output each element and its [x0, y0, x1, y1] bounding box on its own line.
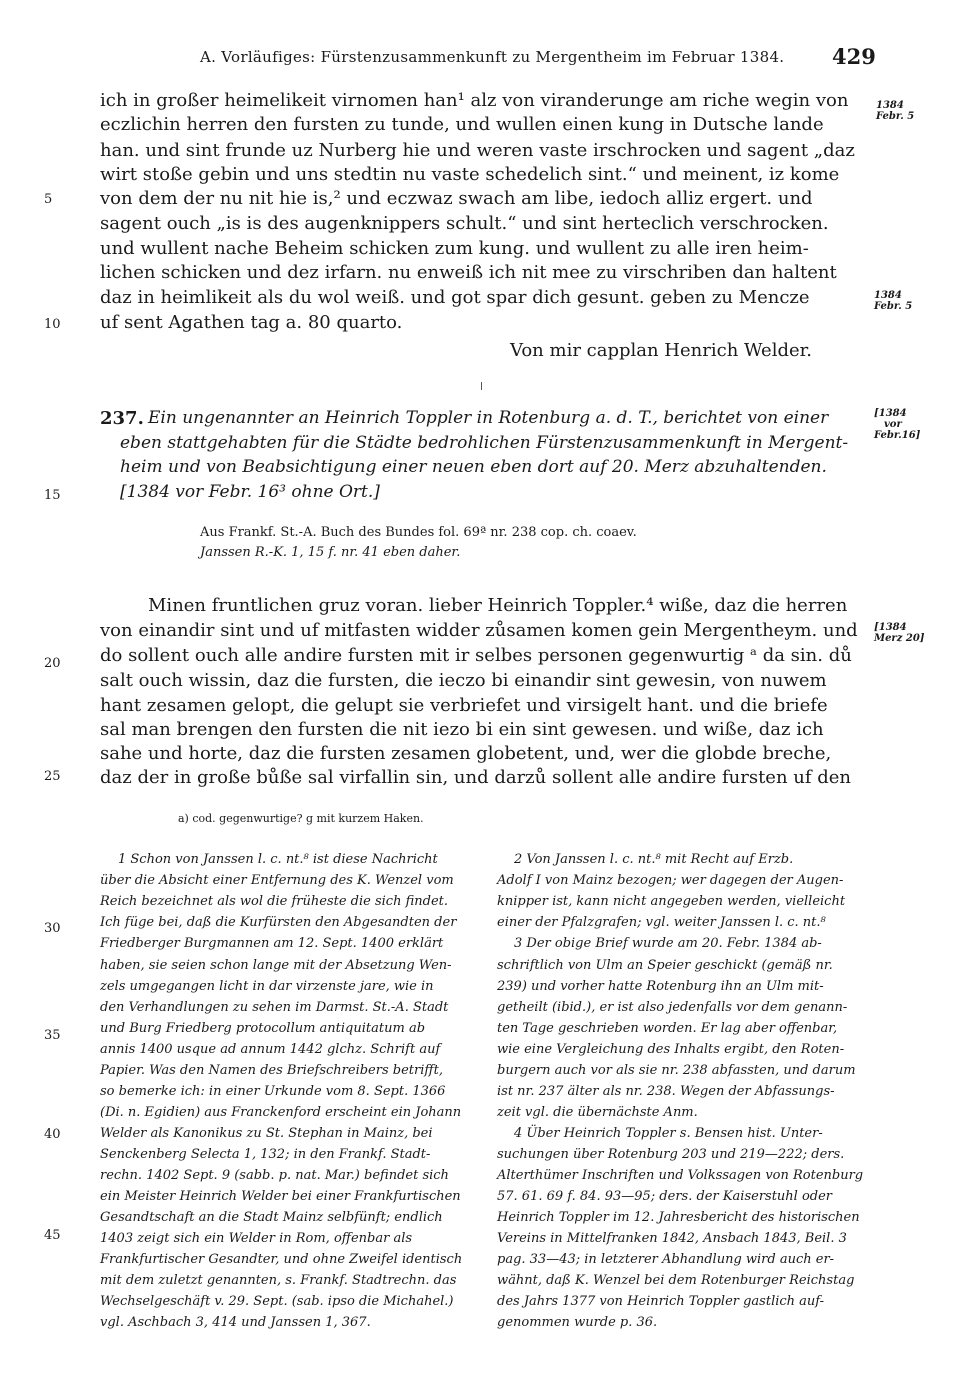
footnote-line: Senckenberg Selecta 1, 132; in den Frankf. Stadt-	[100, 1147, 431, 1162]
footnote-line: und Burg Friedberg protocollum antiquitatum ab	[100, 1021, 426, 1036]
footnote-line: 1403 zeigt sich ein Welder in Rom, offenbar als	[100, 1231, 413, 1246]
footnote-line: ein Meister Heinrich Welder bei einer Frankfurtischen	[100, 1189, 461, 1204]
letter1-line: uf sent Agathen tag a. 80 quarto.	[100, 312, 403, 333]
footnote-line: ten Tage geschrieben worden. Er lag aber offenbar,	[497, 1021, 838, 1036]
letter1-line: wirt stoße gebin und uns stedtin nu vaste schedelich sint.“ und meinent, iz kome	[100, 164, 840, 185]
margin-date-3-line: [1384	[874, 408, 907, 419]
footnote-line: suchungen über Rotenburg 203 und 219—222; ders.	[497, 1147, 845, 1162]
letter1-line: daz in heimlikeit als du wol weiß. und got spar dich gesunt. geben zu Mencze	[100, 287, 810, 308]
letter2-line: von einandir sint und uf mitfasten widder zůsamen komen gein Mergentheym. und	[100, 620, 858, 641]
footnote-line: Friedberger Burgmannen am 12. Sept. 1400 erklärt	[100, 936, 444, 951]
letter2-line: sal man brengen den fursten die nit iezo bi ein sint gewesen. und wiße, daz ich	[100, 719, 824, 740]
letter1-line: lichen schicken und dez irfarn. nu enweiß ich nit mee zu virschriben dan haltent	[100, 262, 837, 283]
margin-date-3-line: Febr.16]	[874, 430, 921, 441]
doc-heading-line: heim und von Beabsichtigung einer neuen eben dort auf 20. Merz abzuhaltenden.	[120, 457, 827, 477]
margin-date-3	[874, 408, 920, 441]
doc-number: 237.	[100, 408, 144, 429]
footnote-line: Frankfurtischer Gesandter, und ohne Zweifel identisch	[100, 1252, 463, 1267]
margin-date-2-year: 1384	[874, 290, 902, 301]
letter1-line: han. und sint frunde uz Nurberg hie und weren vaste irschrocken und sagent „daz	[100, 140, 855, 161]
letter2-line: sahe und horte, daz die fursten zesamen globetent, und, wer die globde breche,	[100, 743, 832, 764]
footnote-line: Heinrich Toppler im 12. Jahresbericht des historischen	[497, 1210, 860, 1225]
line-number: 45	[44, 1228, 61, 1243]
source-line: Janssen R.-K. 1, 15 f. nr. 41 eben daher.	[200, 545, 461, 560]
footnote-line: 57. 61. 69 f. 84. 93—95; ders. der Kaiserstuhl oder	[497, 1189, 833, 1204]
footnote-line: Papier. Was den Namen des Briefschreibers betrifft,	[100, 1063, 443, 1078]
margin-date-1-day: Febr. 5	[876, 111, 915, 122]
line-number: 15	[44, 488, 61, 503]
footnote-line: annis 1400 usque ad annum 1442 glchz. Schrift auf	[100, 1042, 441, 1057]
footnote-line: einer der Pfalzgrafen; vgl. weiter Janssen l. c. nt.⁸	[497, 915, 826, 930]
footnote-line: 239) und vorher hatte Rotenburg ihn an Ulm mit-	[497, 979, 824, 994]
footnote-line: zeit vgl. die übernächste Anm.	[497, 1105, 698, 1120]
footnote-line: über die Absicht einer Entfernung des K. Wenzel vom	[100, 873, 454, 888]
letter1-signature: Von mir capplan Henrich Welder.	[510, 340, 812, 361]
footnote-line: pag. 33—43; in letzterer Abhandlung wird auch er-	[497, 1252, 835, 1267]
margin-date-1-year: 1384	[876, 100, 904, 111]
letter2-line: salt ouch wissin, daz die fursten, die ieczo bi einandir sint gewesin, von nuwem	[100, 670, 827, 691]
footnote-line: 4 Über Heinrich Toppler s. Bensen hist. Unter-	[514, 1126, 823, 1141]
footnote-line: Adolf I von Mainz bezogen; wer dagegen der Augen-	[497, 873, 844, 888]
footnote-line: Ich füge bei, daß die Kurfürsten den Abgesandten der	[100, 915, 457, 930]
line-number: 5	[44, 192, 53, 207]
footnote-line: getheilt (ibid.), er ist also jedenfalls vor dem genann-	[497, 1000, 848, 1015]
separator-tick	[481, 382, 482, 390]
footnote-line: rechn. 1402 Sept. 9 (sabb. p. nat. Mar.) befindet sich	[100, 1168, 449, 1183]
source-line: Aus Frankf. St.-A. Buch des Bundes fol. 69ª nr. 238 cop. ch. coaev.	[200, 525, 637, 540]
footnote-line: 3 Der obige Brief wurde am 20. Febr. 1384 ab-	[514, 936, 822, 951]
line-number: 10	[44, 317, 61, 332]
footnote-line: den Verhandlungen zu sehen im Darmst. St.-A. Stadt	[100, 1000, 449, 1015]
line-number: 35	[44, 1028, 61, 1043]
footnote-line: genommen wurde p. 36.	[497, 1315, 658, 1330]
doc-heading-line: Ein ungenannter an Heinrich Toppler in Rotenburg a. d. T., berichtet von einer	[148, 408, 829, 428]
footnote-line: schriftlich von Ulm an Speier geschickt (gemäß nr.	[497, 958, 833, 973]
margin-date-4	[874, 622, 925, 644]
letter2-line: daz der in große bůße sal virfallin sin, und darzů sollent alle andire fursten uf den	[100, 767, 852, 788]
footnote-line: zels umgegangen licht in dar virzenste jare, wie in	[100, 979, 434, 994]
footnote-line: haben, sie seien schon lange mit der Absetzung Wen-	[100, 958, 452, 973]
line-number: 20	[44, 656, 61, 671]
footnote-line: wähnt, daß K. Wenzel bei dem Rotenburger Reichstag	[497, 1273, 855, 1288]
page-number: 429	[832, 44, 876, 69]
footnote-line: ist nr. 237 älter als nr. 238. Wegen der Abfassungs-	[497, 1084, 835, 1099]
letter1-line: ich in großer heimelikeit virnomen han¹ alz von viranderunge am riche wegin von	[100, 90, 849, 111]
footnote-line: vgl. Aschbach 3, 414 und Janssen 1, 367.	[100, 1315, 371, 1330]
letter1-line: eczlichin herren den fursten zu tunde, und wullen einen kung in Dutsche lande	[100, 114, 824, 135]
doc-heading-line: eben stattgehabten für die Städte bedrohlichen Fürstenzusammenkunft in Mergent-	[120, 433, 849, 453]
letter2-line: hant zesamen gelopt, die gelupt sie verbriefet und virsigelt hant. und die briefe	[100, 695, 828, 716]
letter1-line: sagent ouch „is is des augenknippers schult.“ und sint herteclich verschrocken.	[100, 213, 829, 234]
doc-heading-line: [1384 vor Febr. 16³ ohne Ort.]	[120, 482, 380, 502]
footnote-line: Wechselgeschäft v. 29. Sept. (sab. ipso die Michahel.)	[100, 1294, 454, 1309]
line-number: 25	[44, 769, 61, 784]
margin-date-1	[876, 100, 914, 122]
margin-date-2-day: Febr. 5	[874, 301, 913, 312]
running-header: A. Vorläufiges: Fürstenzusammenkunft zu Mergentheim im Februar 1384.	[200, 48, 785, 66]
footnote-line: Reich bezeichnet als wol die früheste die sich findet.	[100, 894, 448, 909]
footnote-line: so bemerke ich: in einer Urkunde vom 8. Sept. 1366	[100, 1084, 446, 1099]
letter1-line: und wullent nache Beheim schicken zum kung. und wullent zu alle iren heim-	[100, 238, 809, 259]
footnote-line: des Jahrs 1377 von Heinrich Toppler gastlich auf-	[497, 1294, 825, 1309]
footnote-line: burgern auch vor als sie nr. 238 abfassten, und darum	[497, 1063, 856, 1078]
footnote-line: Alterthümer Inschriften und Volkssagen von Rotenburg	[497, 1168, 864, 1183]
margin-date-3-line: vor	[884, 419, 902, 430]
line-number: 30	[44, 921, 61, 936]
line-number: 40	[44, 1127, 61, 1142]
margin-date-4-line: [1384	[874, 622, 907, 633]
footnote-line: (Di. n. Egidien) aus Franckenford erscheint ein Johann	[100, 1105, 462, 1120]
margin-date-2	[874, 290, 912, 312]
footnote-line: mit dem zuletzt genannten, s. Frankf. Stadtrechn. das	[100, 1273, 457, 1288]
margin-date-4-line: Merz 20]	[874, 633, 925, 644]
letter2-line: Minen fruntlichen gruz voran. lieber Heinrich Toppler.⁴ wiße, daz die herren	[148, 595, 848, 616]
variant-note: a) cod. gegenwurtige? g mit kurzem Haken.	[178, 812, 424, 825]
footnote-line: Gesandtschaft an die Stadt Mainz selbfünft; endlich	[100, 1210, 443, 1225]
footnote-line: Vereins in Mittelfranken 1842, Ansbach 1843, Beil. 3	[497, 1231, 847, 1246]
footnote-line: Welder als Kanonikus zu St. Stephan in Mainz, bei	[100, 1126, 433, 1141]
letter2-line: do sollent ouch alle andire fursten mit ir selbes personen gegenwurtig ᵃ da sin. dů	[100, 645, 852, 666]
footnote-line: wie eine Vergleichung des Inhalts ergibt, den Roten-	[497, 1042, 845, 1057]
footnote-line: 1 Schon von Janssen l. c. nt.⁸ ist diese Nachricht	[118, 852, 438, 867]
letter1-line: von dem der nu nit hie is,² und eczwaz swach am libe, iedoch alliz ergert. und	[100, 188, 813, 209]
footnote-line: 2 Von Janssen l. c. nt.⁸ mit Recht auf Erzb.	[514, 852, 794, 867]
footnote-line: knipper ist, kann nicht angegeben werden, vielleicht	[497, 894, 846, 909]
